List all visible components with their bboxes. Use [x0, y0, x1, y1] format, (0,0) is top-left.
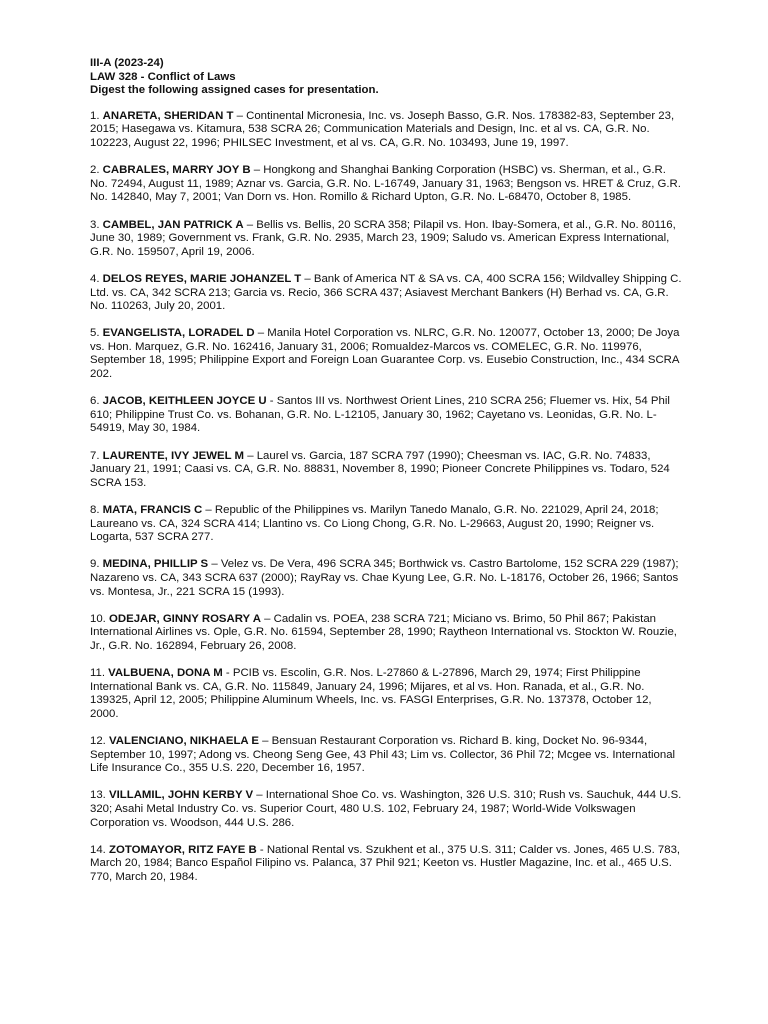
- assigned-cases: Manila Hotel Corporation vs. NLRC, G.R. No. 120077, October 13, 2000; De Joya vs. Hon. Marquez, G.R. No. 162416, January 31, 2006; Romualdez-Marcos vs. COMELEC, G.R. No. 119976, September 18, 1995; Philippine Export and Foreign Loan Guarantee Corp. vs. Eusebio Construction, Inc., 434 SCRA 202.: [90, 327, 680, 381]
- assignment-item: [90, 395, 682, 436]
- class-section-label: III-A (2023-24): [90, 57, 164, 69]
- instructions: Digest the following assigned cases for presentation.: [90, 84, 379, 97]
- student-name: ANARETA, SHERIDAN T: [102, 109, 234, 122]
- name-separator: –: [244, 449, 257, 462]
- student-name: CAMBEL, JAN PATRICK A: [102, 218, 244, 231]
- name-separator: –: [233, 109, 247, 122]
- assignment-number: 3.: [90, 218, 100, 231]
- document-header: [90, 57, 682, 98]
- student-name: MATA, FRANCIS C: [102, 504, 203, 516]
- assigned-cases: International Shoe Co. vs. Washington, 326 U.S. 310; Rush vs. Sauchuk, 444 U.S. 320; Asahi Metal Industry Co. vs. Superior Court, 480 U.S. 102, February 24, 1987; World-Wide Volkswagen Corporation vs. Woodson, 444 U.S. 286.: [90, 789, 682, 829]
- assignment-item: [90, 164, 682, 205]
- course-title: LAW 328 - Conflict of Laws: [90, 70, 236, 83]
- name-separator: –: [301, 272, 314, 285]
- assigned-cases: National Rental vs. Szukhent et al., 375 U.S. 311; Calder vs. Jones, 465 U.S. 783, March 20, 1984; Banco Español Filipino vs. Palanca, 37 Phil 921; Keeton vs. Hustler Magazine, Inc. et al., 465 U.S. 770, March 20, 1984.: [90, 843, 681, 884]
- name-separator: –: [202, 504, 215, 516]
- assignment-item: [90, 844, 682, 885]
- student-name: ODEJAR, GINNY ROSARY A: [109, 612, 261, 625]
- assigned-cases: PCIB vs. Escolin, G.R. Nos. L-27860 & L-27896, March 29, 1974; First Philippine International Bank vs. CA, G.R. No. 115849, January 24, 1996; Mijares, et al vs. Hon. Ranada, et al., G.R. No. 139325, April 12, 2005; Philippine Aluminum Wheels, Inc. vs. FASGI Enterprises, G.R. No. 137378, October 12, 2000.: [90, 667, 652, 720]
- name-separator: -: [266, 395, 277, 408]
- name-separator: –: [208, 558, 221, 571]
- assigned-cases: Laurel vs. Garcia, 187 SCRA 797 (1990); Cheesman vs. IAC, G.R. No. 74833, January 21, 1991; Caasi vs. CA, G.R. No. 88831, November 8, 1990; Pioneer Concrete Philippines vs. Todaro, 524 SCRA 153.: [90, 449, 670, 489]
- name-separator: –: [243, 218, 257, 231]
- student-name: LAURENTE, IVY JEWEL M: [102, 449, 245, 462]
- student-name: VALENCIANO, NIKHAELA E: [109, 735, 259, 748]
- name-separator: –: [254, 327, 268, 340]
- assignment-item: [90, 110, 682, 151]
- name-separator: –: [260, 612, 274, 625]
- assigned-cases: Velez vs. De Vera, 496 SCRA 345; Borthwick vs. Castro Bartolome, 152 SCRA 229 (1987); Nazareno vs. CA, 343 SCRA 637 (2000); RayRay vs. Chae Kyung Lee, G.R. No. L-18176, October 26, 1966; Santos vs. Montesa, Jr., 221 SCRA 15 (1993).: [90, 558, 679, 598]
- assignment-number: 1.: [90, 109, 100, 122]
- assignment-number: 7.: [90, 449, 100, 462]
- name-separator: –: [250, 164, 264, 177]
- assigned-cases: Bank of America NT & SA vs. CA, 400 SCRA 156; Wildvalley Shipping C. Ltd. vs. CA, 342 SCRA 213; Garcia vs. Recio, 366 SCRA 437; Asiavest Merchant Bankers (H) Berhad vs. CA, G.R. No. 110263, July 20, 2001.: [90, 272, 682, 313]
- assignment-number: 4.: [90, 272, 100, 285]
- document-page: [90, 57, 682, 898]
- assignment-item: [90, 219, 682, 260]
- assignment-number: 5.: [90, 327, 100, 340]
- student-name: EVANGELISTA, LORADEL D: [102, 327, 255, 340]
- assigned-cases: Bellis vs. Bellis, 20 SCRA 358; Pilapil vs. Hon. Ibay-Somera, et al., G.R. No. 80116, June 30, 1989; Government vs. Frank, G.R. No. 2935, March 23, 1909; Saludo vs. American Express International, G.R. No. 159507, April 19, 2006.: [90, 218, 676, 258]
- assignment-item: [90, 504, 682, 545]
- assignment-item: [90, 558, 682, 599]
- assignment-item: [90, 450, 682, 491]
- student-name: CABRALES, MARRY JOY B: [102, 164, 251, 177]
- assigned-cases: Continental Micronesia, Inc. vs. Joseph Basso, G.R. Nos. 178382-83, September 23, 2015; Hasegawa vs. Kitamura, 538 SCRA 26; Communication Materials and Design, Inc. et al vs. CA, G.R. No. 102223, August 22, 1996; PHILSEC Investment, et al vs. CA, G.R. No. 103493, June 19, 1997.: [90, 109, 675, 149]
- assignment-number: 13.: [90, 789, 106, 802]
- student-name: MEDINA, PHILLIP S: [102, 558, 209, 571]
- assigned-cases: Bensuan Restaurant Corporation vs. Richard B. king, Docket No. 96-9344, September 10, 1997; Adong vs. Cheong Seng Gee, 43 Phil 43; Lim vs. Collector, 36 Phil 72; Mcgee vs. International Life Insurance Co., 355 U.S. 220, December 16, 1957.: [90, 735, 676, 775]
- student-name: DELOS REYES, MARIE JOHANZEL T: [102, 272, 302, 285]
- assignment-number: 14.: [90, 843, 106, 856]
- name-separator: –: [259, 735, 272, 748]
- assignment-item: [90, 613, 682, 654]
- name-separator: -: [256, 843, 267, 856]
- assignment-number: 9.: [90, 558, 100, 571]
- assignment-number: 10.: [90, 612, 106, 625]
- assignment-item: [90, 273, 682, 314]
- assigned-cases: Republic of the Philippines vs. Marilyn Tanedo Manalo, G.R. No. 221029, April 24, 2018; Laureano vs. CA, 324 SCRA 414; Llantino vs. Co Liong Chong, G.R. No. L-29663, August 20, 1990; Reigner vs. Logarta, 537 SCRA 277.: [90, 504, 659, 544]
- assigned-cases: Hongkong and Shanghai Banking Corporation (HSBC) vs. Sherman, et al., G.R. No. 72494, August 11, 1989; Aznar vs. Garcia, G.R. No. L-16749, January 31, 1963; Bengson vs. HRET & Cruz, G.R. No. 142840, May 7, 2001; Van Dorn vs. Hon. Romillo & Richard Upton, G.R. No. L-68470, October 8, 1985.: [90, 164, 681, 204]
- assignment-item: [90, 789, 682, 830]
- name-separator: –: [253, 789, 266, 802]
- name-separator: -: [222, 667, 233, 680]
- assignment-list: [90, 110, 682, 885]
- student-name: ZOTOMAYOR, RITZ FAYE B: [109, 843, 257, 856]
- assignment-item: [90, 735, 682, 776]
- student-name: VILLAMIL, JOHN KERBY V: [109, 789, 254, 802]
- assignment-number: 12.: [90, 735, 106, 748]
- assignment-number: 6.: [90, 395, 100, 408]
- assignment-item: [90, 327, 682, 381]
- assignment-number: 2.: [90, 164, 100, 177]
- assigned-cases: Santos III vs. Northwest Orient Lines, 210 SCRA 256; Fluemer vs. Hix, 54 Phil 610; Philippine Trust Co. vs. Bohanan, G.R. No. L-12105, January 30, 1962; Cayetano vs. Leonidas, G.R. No. L-54919, May 30, 1984.: [90, 395, 670, 435]
- assignment-number: 11.: [90, 667, 105, 680]
- assignment-item: [90, 667, 682, 721]
- student-name: JACOB, KEITHLEEN JOYCE U: [102, 395, 267, 408]
- assigned-cases: Cadalin vs. POEA, 238 SCRA 721; Miciano vs. Brimo, 50 Phil 867; Pakistan International Airlines vs. Ople, G.R. No. 61594, September 28, 1990; Raytheon International vs. Stockton W. Rouzie, Jr., G.R. No. 162894, February 26, 2008.: [90, 612, 677, 652]
- student-name: VALBUENA, DONA M: [108, 667, 223, 680]
- assignment-number: 8.: [90, 504, 100, 516]
